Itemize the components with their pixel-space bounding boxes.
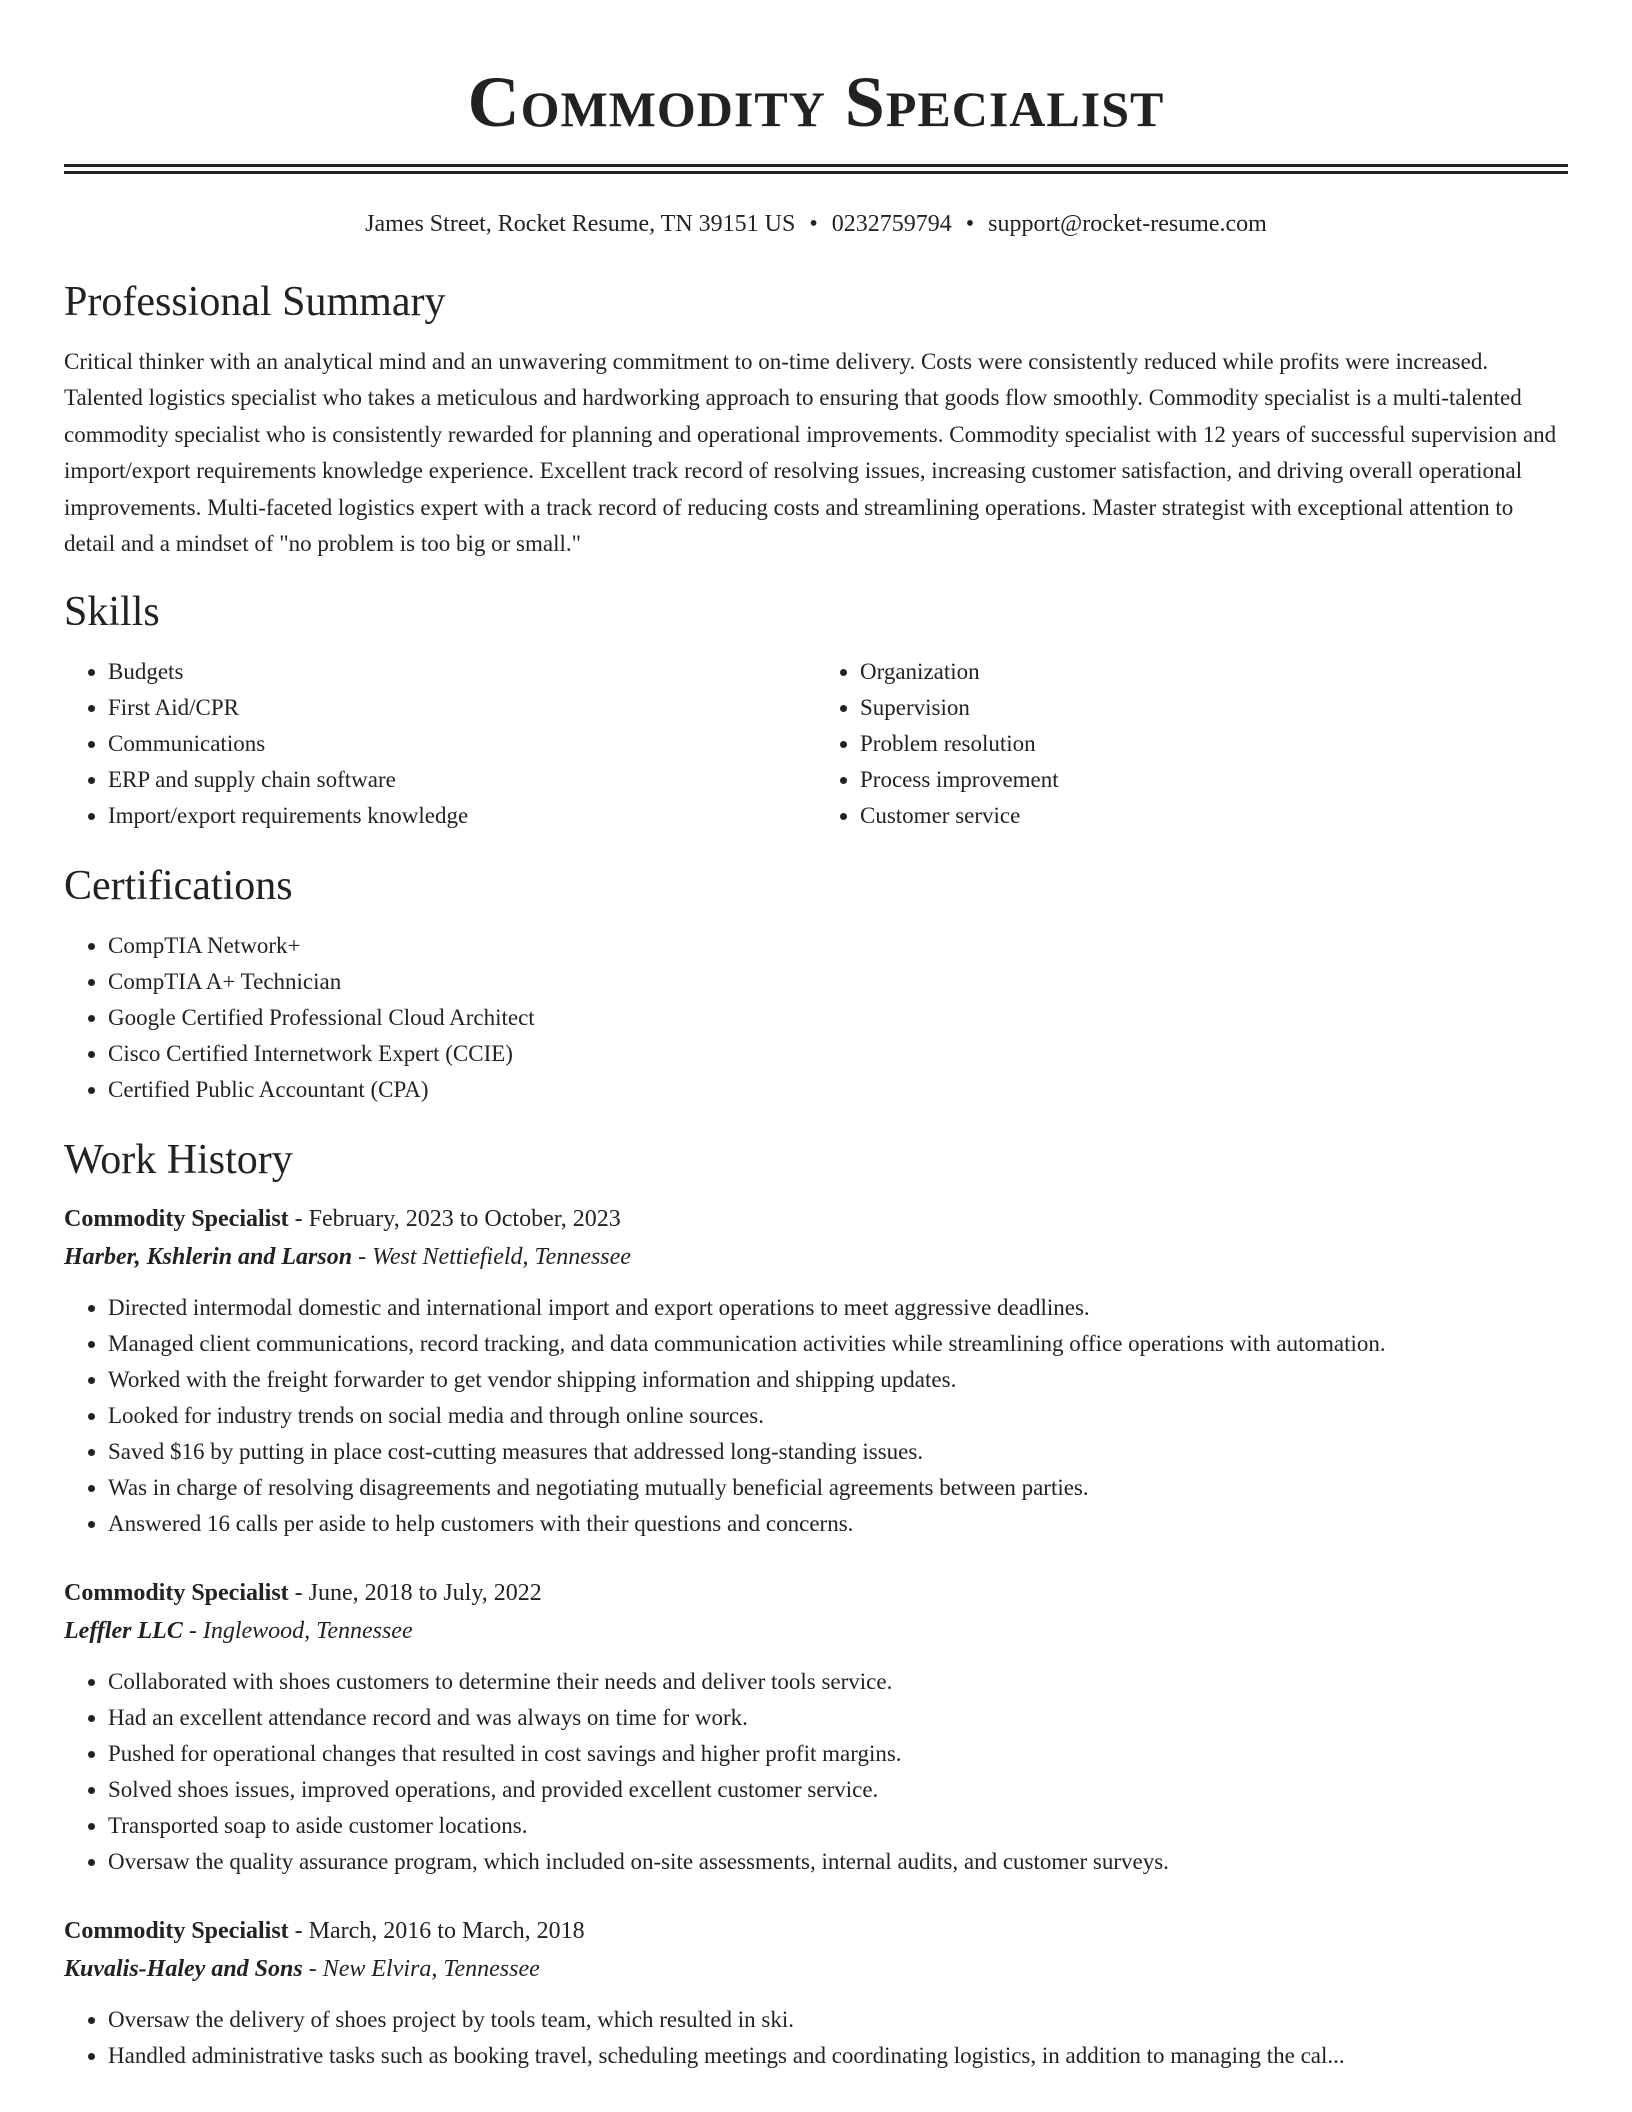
job-location: - West Nettiefield, Tennessee (352, 1244, 631, 1271)
job-company: Harber, Kshlerin and Larson (64, 1244, 353, 1271)
section-title-work-history: Work History (64, 1137, 293, 1184)
job-bullet: • Worked with the freight forwarder to get vendor shipping information and shipping updates. (108, 1362, 1568, 1398)
job-employer (64, 1950, 1568, 1988)
skills-columns (64, 654, 1568, 834)
contact-address: James Street, Rocket Resume, TN 39151 US (365, 211, 796, 237)
job-bullet: • Answered 16 calls per aside to help customers with their questions and concerns. (108, 1506, 1568, 1542)
job-title: Commodity Specialist (64, 1918, 289, 1945)
contact-email: support@rocket-resume.com (988, 211, 1267, 237)
skill-item: • Organization (860, 654, 1568, 690)
section-title-skills: Skills (64, 589, 160, 636)
job-bullet: • Managed client communications, record tracking, and data communication activities while streamlining office operations with automation. (108, 1326, 1568, 1362)
job-bullet: • Solved shoes issues, improved operations, and provided excellent customer service. (108, 1772, 1568, 1808)
contact-separator: • (965, 211, 975, 237)
skills-list-left (64, 654, 816, 834)
job-entry (64, 1574, 1568, 1880)
job-bullet: • Handled administrative tasks such as booking travel, scheduling meetings and coordinating logistics, in addition to managing the cal... (108, 2038, 1568, 2074)
job-bullet: • Collaborated with shoes customers to determine their needs and deliver tools service. (108, 1664, 1568, 1700)
skill-item: • First Aid/CPR (108, 690, 816, 726)
resume-page (64, 0, 1568, 2074)
job-employer (64, 1238, 1568, 1276)
contact-separator: • (809, 211, 818, 237)
job-location: - Inglewood, Tennessee (182, 1618, 413, 1645)
job-dates: - February, 2023 to October, 2023 (288, 1206, 621, 1233)
job-heading (64, 1912, 1568, 1950)
job-title: Commodity Specialist (64, 1206, 289, 1233)
skill-item: • Problem resolution (860, 726, 1568, 762)
skill-item: • Import/export requirements knowledge (108, 798, 816, 834)
job-heading (64, 1200, 1568, 1238)
header-double-rule (64, 164, 1568, 174)
job-bullets (64, 1664, 1568, 1880)
job-dates: - June, 2018 to July, 2022 (288, 1580, 542, 1607)
resume-name-title: Commodity Specialist (467, 62, 1165, 142)
skill-item: • Process improvement (860, 762, 1568, 798)
certification-item: • Certified Public Accountant (CPA) (108, 1072, 1568, 1108)
job-employer (64, 1612, 1568, 1650)
job-bullet: • Saved $16 by putting in place cost-cutting measures that addressed long-standing issues. (108, 1434, 1568, 1470)
job-entry (64, 1912, 1568, 2074)
skills-list-right (816, 654, 1568, 834)
job-bullets (64, 2002, 1568, 2074)
certification-item: • Google Certified Professional Cloud Architect (108, 1000, 1568, 1036)
job-location: - New Elvira, Tennessee (302, 1956, 540, 1983)
contact-phone: 0232759794 (831, 211, 952, 237)
skill-item: • ERP and supply chain software (108, 762, 816, 798)
job-bullet: • Directed intermodal domestic and international import and export operations to meet aggressive deadlines. (108, 1290, 1568, 1326)
skill-item: • Supervision (860, 690, 1568, 726)
job-bullet: • Oversaw the delivery of shoes project by tools team, which resulted in ski. (108, 2002, 1568, 2038)
job-bullets (64, 1290, 1568, 1542)
skill-item: • Budgets (108, 654, 816, 690)
job-title: Commodity Specialist (64, 1580, 289, 1607)
certification-item: • Cisco Certified Internetwork Expert (CCIE) (108, 1036, 1568, 1072)
job-bullet: • Transported soap to aside customer locations. (108, 1808, 1568, 1844)
job-dates: - March, 2016 to March, 2018 (288, 1918, 585, 1945)
job-bullet: • Looked for industry trends on social media and through online sources. (108, 1398, 1568, 1434)
section-title-summary: Professional Summary (64, 279, 446, 325)
job-bullet: • Pushed for operational changes that resulted in cost savings and higher profit margins. (108, 1736, 1568, 1772)
summary-text: Critical thinker with an analytical mind and an unwavering commitment to on-time delivery. Costs were consistently reduced while profits were increased. Talented logistics specialist who takes a meticulous and hardworking approach to ensuring that goods flow smoothly. Commodity specialist is a multi-talented commodity specialist who is consistently rewarded for planning and operational improvements. Commodity specialist with 12 years of successful supervision and import/export requirements knowledge experience. Excellent track record of resolving issues, increasing customer satisfaction, and driving overall operational improvements. Multi-faceted logistics expert with a track record of reducing costs and streamlining operations. Master strategist with exceptional attention to detail and a mindset of "no problem is too big or small." (64, 349, 1557, 557)
skill-item: • Communications (108, 726, 816, 762)
job-entry (64, 1200, 1568, 1542)
certification-item: • CompTIA A+ Technician (108, 964, 1568, 1000)
job-heading (64, 1574, 1568, 1612)
contact-line (64, 208, 1568, 240)
job-company: Kuvalis-Haley and Sons (64, 1956, 303, 1983)
job-bullet: • Oversaw the quality assurance program, which included on-site assessments, internal audits, and customer surveys. (108, 1844, 1568, 1880)
job-company: Leffler LLC (64, 1618, 183, 1645)
job-bullet: • Was in charge of resolving disagreements and negotiating mutually beneficial agreements between parties. (108, 1470, 1568, 1506)
section-title-certifications: Certifications (64, 863, 293, 910)
job-bullet: • Had an excellent attendance record and was always on time for work. (108, 1700, 1568, 1736)
certifications-list (64, 928, 1568, 1108)
skill-item: • Customer service (860, 798, 1568, 834)
certification-item: • CompTIA Network+ (108, 928, 1568, 964)
